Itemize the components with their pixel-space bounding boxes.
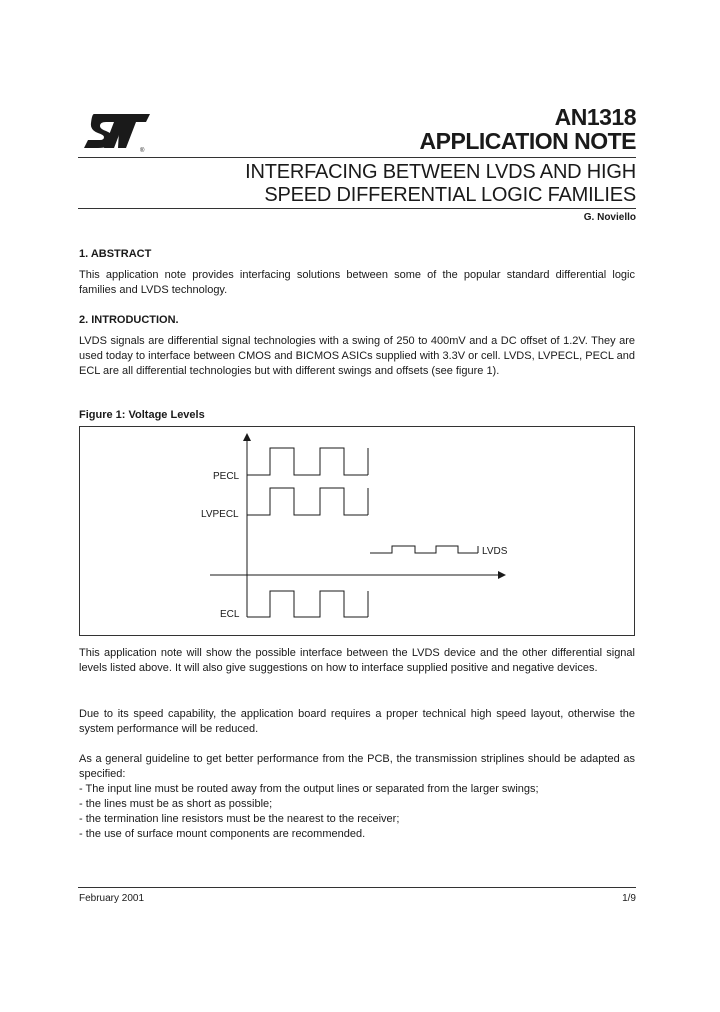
lvds-label: LVDS [482,546,508,557]
document-title [76,161,636,207]
header-bottom-rule [78,208,636,209]
figure-caption: Figure 1: Voltage Levels [79,409,205,421]
lvpecl-waveform [247,488,368,515]
voltage-levels-figure [79,426,635,636]
page-number: 1/9 [622,893,636,904]
header-top-rule [78,157,636,158]
footer-rule [78,887,636,888]
registered-mark: ® [140,148,145,154]
title-line-2: SPEED DIFFERENTIAL LOGIC FAMILIES [264,184,636,206]
abstract-heading: 1. ABSTRACT [79,248,152,260]
list-item: - The input line must be routed away from the output lines or separated from the larger swings; [79,783,539,795]
list-item: - the use of surface mount components are recommended. [79,828,366,840]
document-type: APPLICATION NOTE [419,128,636,154]
introduction-heading: 2. INTRODUCTION. [79,314,179,326]
abstract-body: This application note provides interfacing solutions between some of the popular standard differential logic families and LVDS technology. [79,269,635,296]
title-line-1: INTERFACING BETWEEN LVDS AND HIGH [245,161,636,183]
paragraph-guideline: As a general guideline to get better performance from the PCB, the transmission striplines should be adapted as specified: [79,753,635,780]
paragraph-speed: Due to its speed capability, the application board requires a proper technical high speed layout, otherwise the system performance will be reduced. [79,708,635,735]
footer-date: February 2001 [79,893,145,904]
lvds-waveform [370,546,478,553]
ecl-label: ECL [220,609,240,620]
author: G. Noviello [583,212,636,223]
guidelines-list [79,782,635,842]
pecl-label: PECL [213,471,240,482]
voltage-levels-diagram [80,427,634,635]
st-logo-icon [80,108,152,154]
document-id: AN1318 [554,104,636,130]
pecl-waveform [247,448,368,475]
introduction-body: LVDS signals are differential signal technologies with a swing of 250 to 400mV and a DC offset of 1.2V. They are used today to interface between CMOS and BICMOS ASICs supplied with 3.3V or cell. LVDS, LVPECL, PECL and ECL are all differential technologies but with different swings and offsets (see figure 1). [79,335,635,377]
st-logo [80,108,152,154]
paragraph-interface: This application note will show the possible interface between the LVDS device and the other differential signal levels listed above. It will also give suggestions on how to interface supplied positive and negative devices. [79,647,635,674]
lvpecl-label: LVPECL [201,509,239,520]
list-item: - the lines must be as short as possible; [79,798,273,810]
list-item: - the termination line resistors must be the nearest to the receiver; [79,813,400,825]
ecl-waveform [247,591,368,617]
